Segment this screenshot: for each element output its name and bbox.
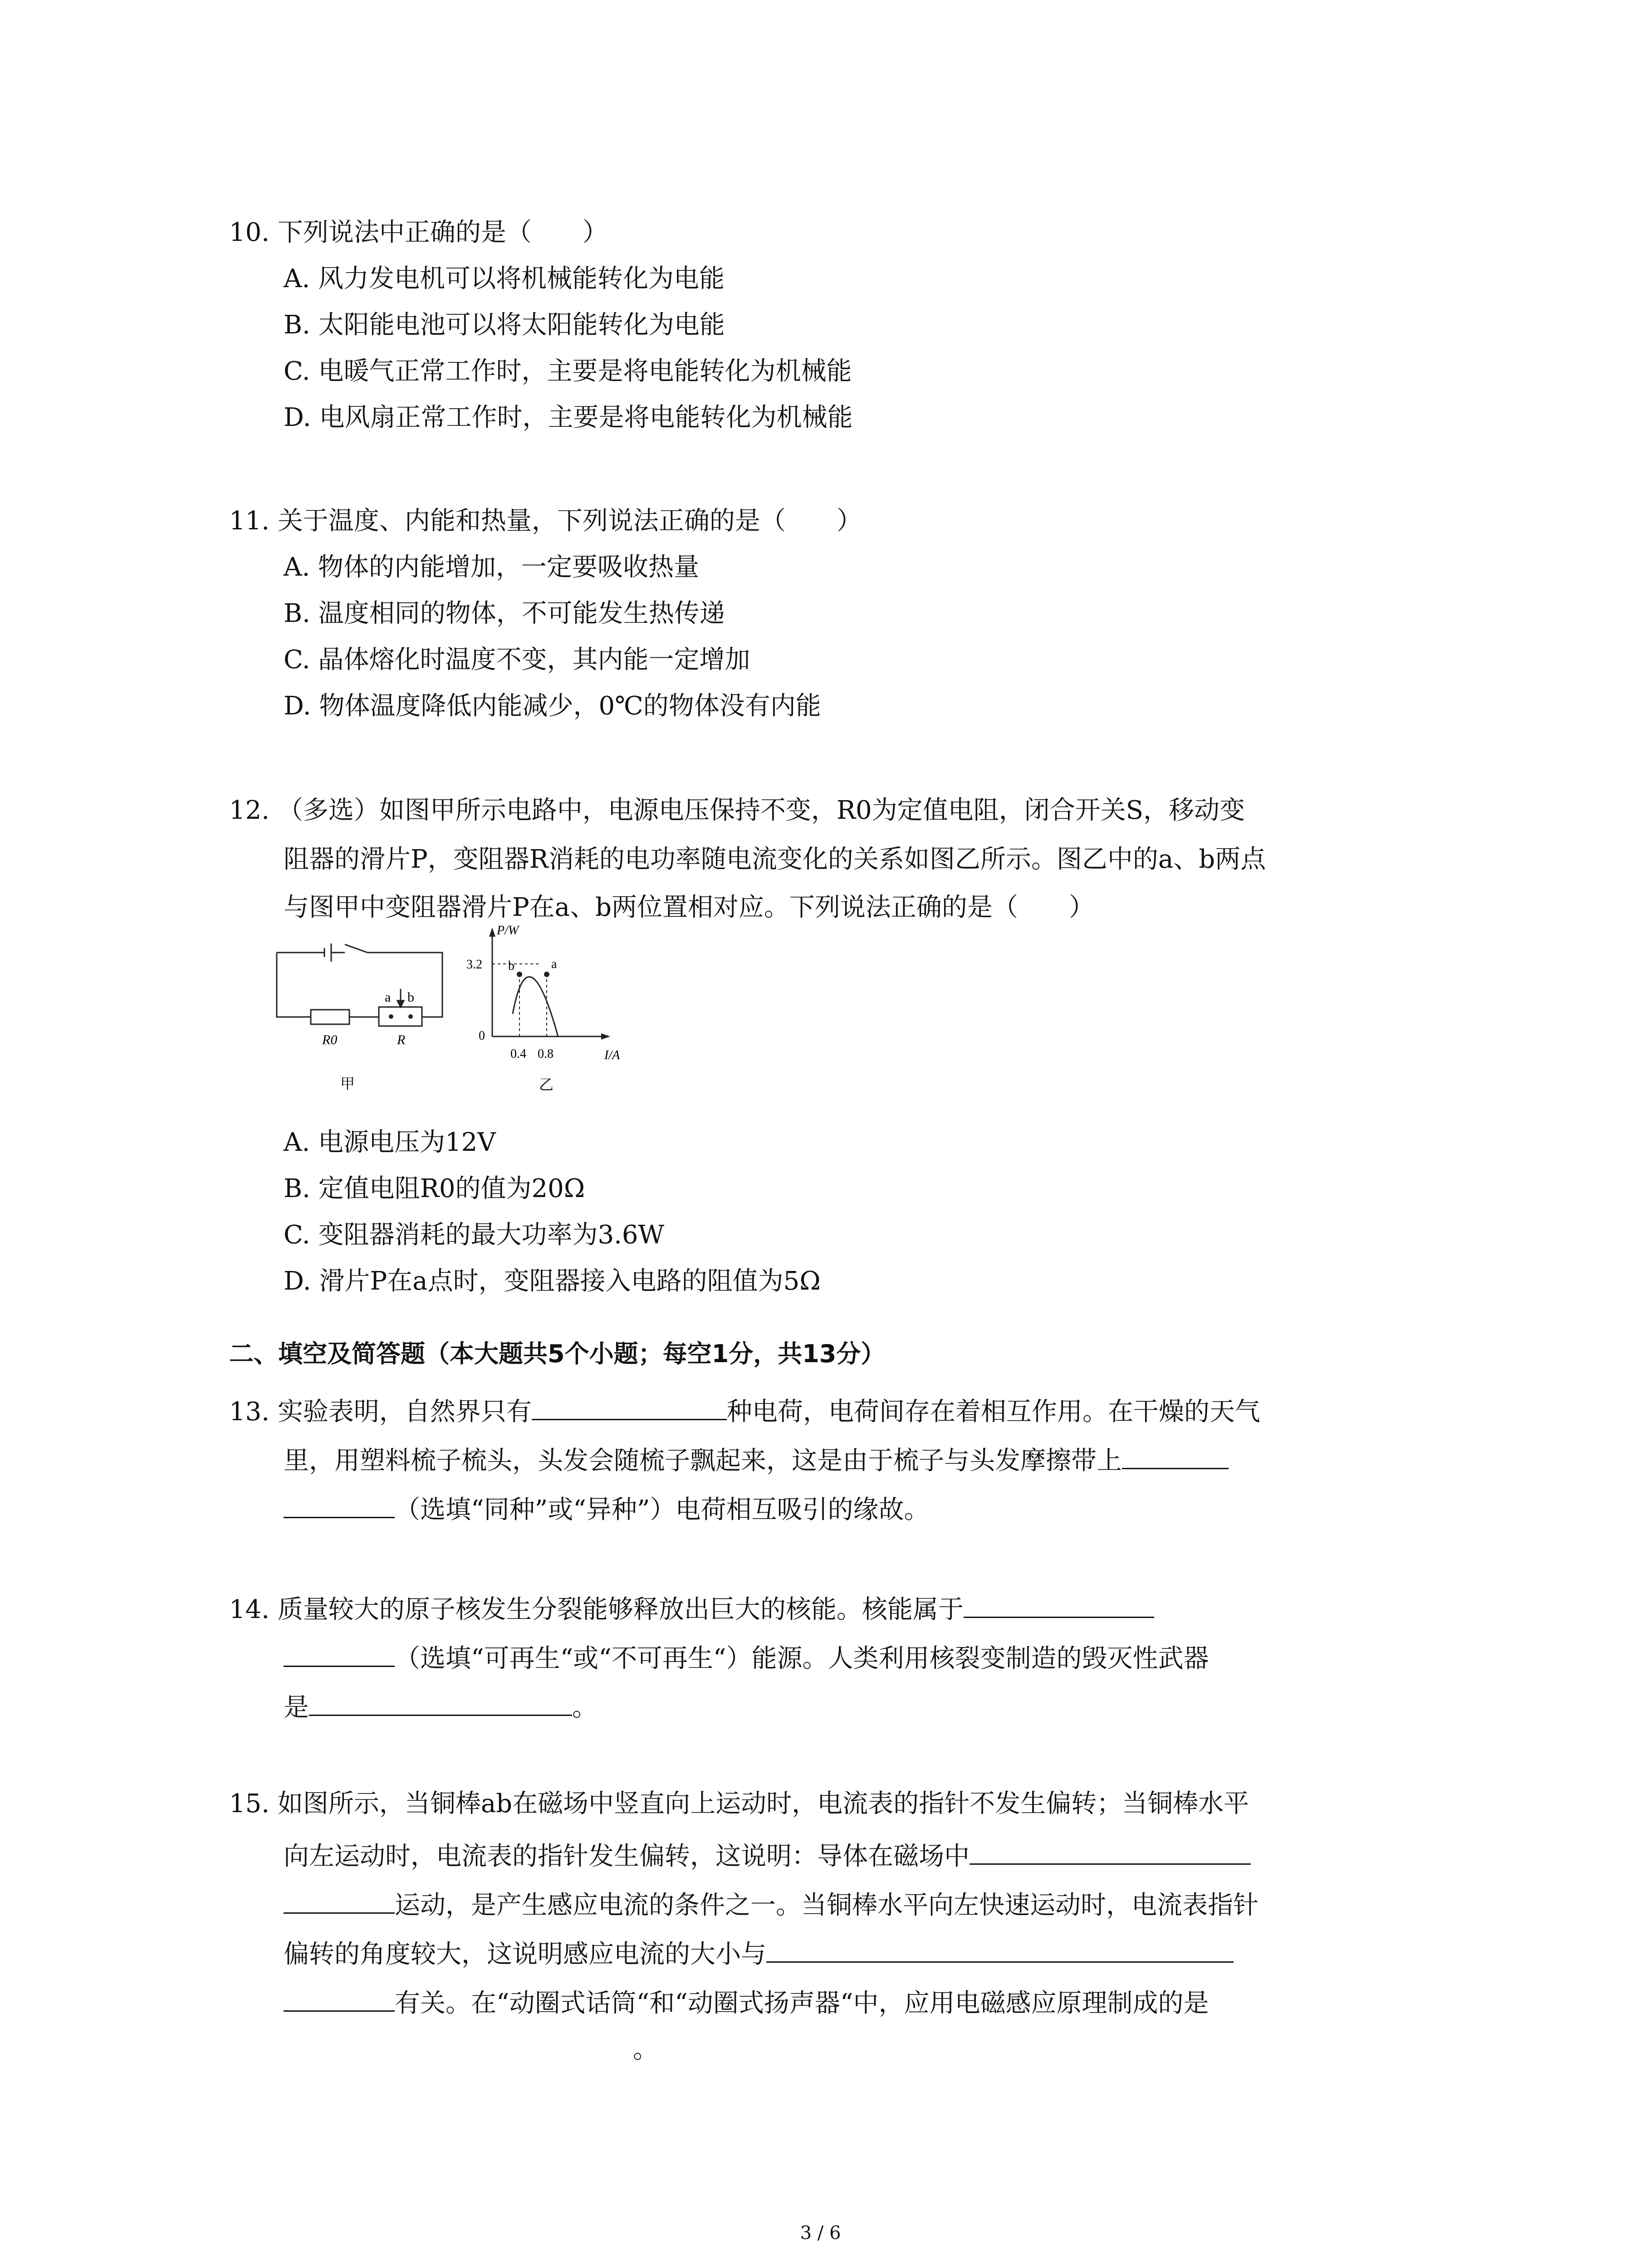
q14-line1 <box>229 1590 1154 1626</box>
q15-blank-1b[interactable] <box>284 1886 395 1914</box>
q13-line2 <box>284 1442 1229 1477</box>
q14-blank-1b[interactable] <box>284 1639 395 1667</box>
power-current-graph <box>489 928 610 1040</box>
q15-line2-text: 向左运动时，电流表的指针发生偏转，这说明：导体在磁场中 <box>284 1842 970 1871</box>
q15-blank-2a[interactable] <box>766 1935 1234 1963</box>
resistor-r0-symbol <box>311 1010 349 1024</box>
q10-option-c: C. 电暖气正常工作时，主要是将电能转化为机械能 <box>284 357 852 386</box>
slider-point-a <box>389 1014 393 1019</box>
graph-x-tick1: 0.4 <box>510 1047 526 1061</box>
q15-line2 <box>284 1837 1251 1872</box>
q13-line3-text: （选填“同种”或“异种”）电荷相互吸引的缘故。 <box>395 1495 930 1525</box>
q13-line1-text-a: 13. 实验表明，自然界只有 <box>229 1397 532 1427</box>
circuit-diagram <box>277 943 442 1026</box>
q12-option-a: A. 电源电压为12V <box>284 1128 496 1157</box>
q14-line3-text-a: 是 <box>284 1693 309 1722</box>
q11-option-c: C. 晶体熔化时温度不变，其内能一定增加 <box>284 645 750 675</box>
circuit-label-b: b <box>407 990 414 1005</box>
q13-line2-text: 里，用塑料梳子梳头，头发会随梳子飘起来，这是由于梳子与头发摩擦带上 <box>284 1446 1122 1476</box>
q14-blank-1a[interactable] <box>964 1590 1154 1618</box>
circuit-wire <box>277 953 311 1017</box>
q13-line3 <box>284 1491 930 1526</box>
q15-blank-2b[interactable] <box>284 1984 395 2012</box>
graph-y-tick: 3.2 <box>466 958 482 972</box>
resistor-r-symbol <box>379 1007 422 1026</box>
q12-stem-line1: 12. （多选）如图甲所示电路中，电源电压保持不变，R0为定值电阻，闭合开关S，移动变 <box>229 796 1245 825</box>
q11-option-a: A. 物体的内能增加，一定要吸收热量 <box>284 552 700 582</box>
page-number: 3 / 6 <box>800 2223 841 2244</box>
q13-blank-2a[interactable] <box>1122 1442 1229 1469</box>
graph-y-arrow <box>489 928 495 937</box>
q15-line5 <box>284 1984 1209 2019</box>
q12-stem-line2: 阻器的滑片P，变阻器R消耗的电功率随电流变化的关系如图乙所示。图乙中的a、b两点 <box>284 845 1266 874</box>
q11-option-b: B. 温度相同的物体，不可能发生热传递 <box>284 599 725 628</box>
q12-option-c: C. 变阻器消耗的最大功率为3.6W <box>284 1220 665 1250</box>
q13-line1 <box>229 1393 1260 1428</box>
graph-caption: 乙 <box>539 1076 554 1093</box>
q15-line3-text: 运动，是产生感应电流的条件之一。当铜棒水平向左快速运动时，电流表指针 <box>395 1891 1259 1920</box>
slider-arrow-head <box>397 1001 404 1007</box>
graph-x-tick2: 0.8 <box>538 1047 554 1061</box>
switch-lever <box>345 944 367 953</box>
circuit-caption: 甲 <box>340 1075 355 1092</box>
q14-line3 <box>284 1688 598 1724</box>
graph-label-a: a <box>551 957 557 971</box>
q12-option-b: B. 定值电阻R0的值为20Ω <box>284 1174 585 1203</box>
q13-blank-2b[interactable] <box>284 1491 395 1518</box>
circuit-label-r0: R0 <box>322 1032 338 1047</box>
graph-x-arrow <box>601 1033 610 1040</box>
q15-line5-text: 有关。在“动圈式话筒“和“动圈式扬声器“中，应用电磁感应原理制成的是 <box>395 1989 1209 2018</box>
q15-line1: 15. 如图所示，当铜棒ab在磁场中竖直向上运动时，电流表的指针不发生偏转；当铜棒水平 <box>229 1789 1249 1818</box>
graph-point-a <box>544 972 549 977</box>
graph-ylabel: P/W <box>497 924 519 938</box>
graph-xlabel: I/A <box>604 1048 620 1062</box>
q13-blank-1[interactable] <box>532 1393 727 1420</box>
q11-option-d: D. 物体温度降低内能减少，0℃的物体没有内能 <box>284 691 821 721</box>
q15-line4-text: 偏转的角度较大，这说明感应电流的大小与 <box>284 1940 766 1969</box>
graph-point-b <box>517 972 522 977</box>
q14-line2 <box>284 1639 1209 1675</box>
q14-blank-2[interactable] <box>309 1688 572 1716</box>
q14-line3-text-b: 。 <box>572 1693 598 1722</box>
q15-blank-1a[interactable] <box>970 1837 1251 1865</box>
q11-stem: 11. 关于温度、内能和热量，下列说法正确的是（ ） <box>229 506 862 536</box>
q10-option-a: A. 风力发电机可以将机械能转化为电能 <box>284 264 725 293</box>
q10-option-d: D. 电风扇正常工作时，主要是将电能转化为机械能 <box>284 403 853 432</box>
section-2-title: 二、填空及简答题（本大题共5个小题；每空1分，共13分） <box>229 1339 886 1368</box>
q12-stem-line3: 与图甲中变阻器滑片P在a、b两位置相对应。下列说法正确的是（ ） <box>284 893 1094 922</box>
q12-option-d: D. 滑片P在a点时，变阻器接入电路的阻值为5Ω <box>284 1266 821 1296</box>
q10-stem: 10. 下列说法中正确的是（ ） <box>229 218 608 247</box>
q12-figure <box>272 921 708 1107</box>
slider-point-b <box>408 1014 413 1019</box>
q15-line6: 。 <box>633 2035 658 2064</box>
graph-origin: 0 <box>479 1029 485 1043</box>
q13-line1-text-b: 种电荷，电荷间存在着相互作用。在干燥的天气 <box>726 1397 1260 1427</box>
q14-line2-text: （选填“可再生“或“不可再生“）能源。人类利用核裂变制造的毁灭性武器 <box>395 1644 1209 1673</box>
circuit-label-a: a <box>385 990 391 1005</box>
q15-line3 <box>284 1886 1259 1921</box>
circuit-label-r: R <box>397 1032 406 1047</box>
q10-option-b: B. 太阳能电池可以将太阳能转化为电能 <box>284 310 725 340</box>
q14-line1-text: 14. 质量较大的原子核发生分裂能够释放出巨大的核能。核能属于 <box>229 1595 964 1624</box>
graph-label-b: b <box>508 959 514 973</box>
q15-line4 <box>284 1935 1234 1970</box>
q12-figure-svg <box>272 921 708 1107</box>
